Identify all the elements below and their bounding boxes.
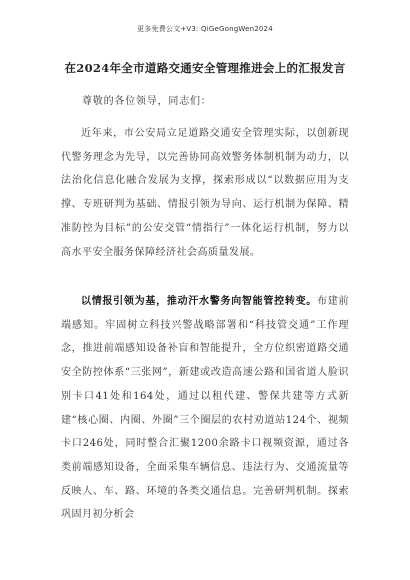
document-title: 在2024年全市道路交通安全管理推进会上的汇报发言 [64, 61, 346, 75]
header-note: 更多免费公文+V3: QiGeGongWen2024 [137, 25, 273, 33]
salutation: 尊敬的各位领导，同志们： [82, 96, 212, 107]
paragraph-lead-heading: 以情报引领为基，推动汗水警务向智能管控转变。 [81, 296, 318, 307]
paragraph-text: 布建前端感知。牢固树立科技兴警战略部署和“科技管交通”工作理念，推进前端感知设备补盲和智能提升，全方位织密道路交通安全防控体系“三张网”，新建或改造高速公路和国省道人脸识别卡口41处和164处，通过以租代建、警保共建等方式新建“核心圈、内圈、外圈”三个圈层的农村劝道站124个、视频卡口246处，同时整合汇聚1200余路卡口视频资源，通过各类前端感知设备，全面采集车辆信息、违法行为、交通流量等反映人、车、路、环境的各类交通信息。完善研判机制。探索巩固月初分析会 [61, 296, 350, 521]
paragraph-intro [61, 122, 349, 264]
paragraph-text: 近年来，市公安局立足道路交通安全管理实际，以创新现代警务理念为先导，以完善协同高效警务体制机制为动力，以法治化信息化融合发展为支撑，探索形成以“以数据应用为支撑、专班研判为基础、情报引领为导向、运行机制为保障、精准防控为目标”的公安交管“情指行”一体化运行机制，努力以高水平安全服务保障经济社会高质量发展。 [61, 128, 349, 258]
paragraph-section-1 [61, 290, 349, 527]
